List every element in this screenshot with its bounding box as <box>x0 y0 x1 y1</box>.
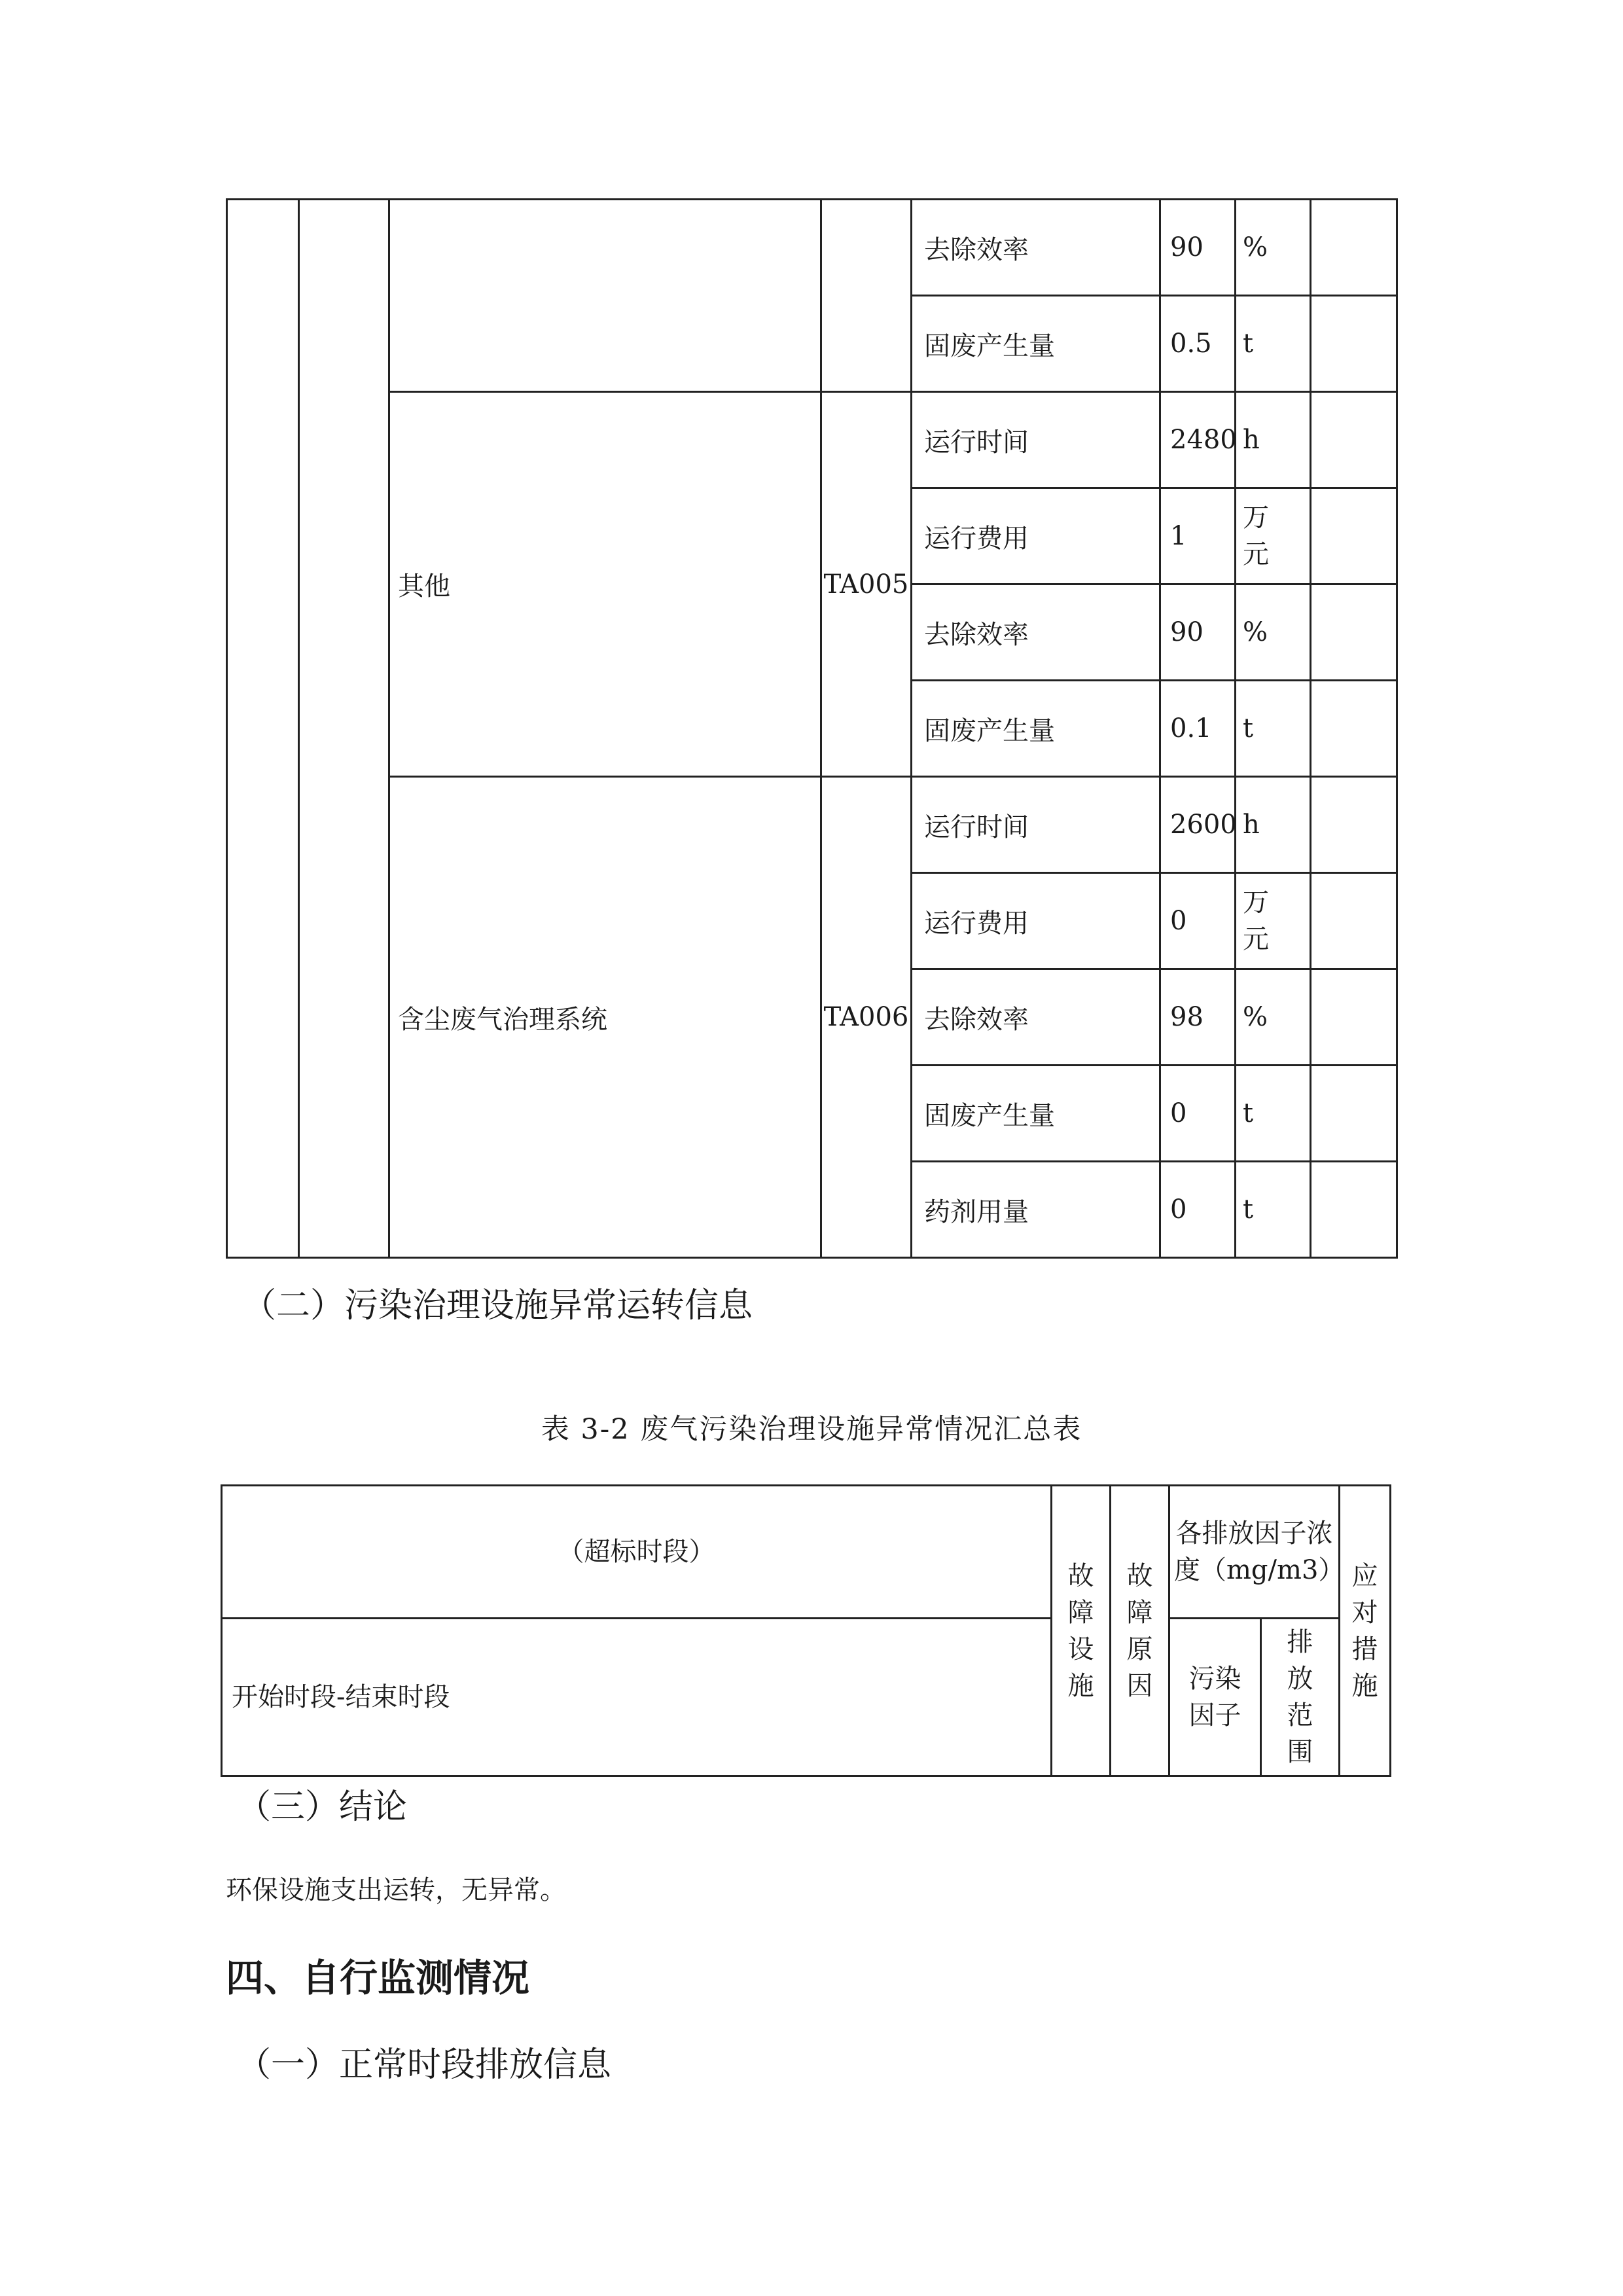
param-cell: 运行费用 <box>912 873 1160 969</box>
unit-cell: t <box>1236 296 1311 392</box>
table-row <box>222 1486 1391 1619</box>
blank-cell <box>1311 1066 1397 1162</box>
unit-cell: h <box>1236 392 1311 488</box>
value-cell: 0.5 <box>1160 296 1236 392</box>
main-heading-monitoring: 四、自行监测情况 <box>226 1956 530 2000</box>
blank-cell <box>1311 584 1397 681</box>
table-caption: 表 3-2 废气污染治理设施异常情况汇总表 <box>541 1413 1082 1446</box>
period-subheader: 开始时段-结束时段 <box>222 1619 1052 1776</box>
param-cell: 药剂用量 <box>912 1162 1160 1258</box>
blank-cell <box>1311 1162 1397 1258</box>
device-name-cell: 含尘废气治理系统 <box>389 777 821 1258</box>
blank-cell <box>1311 873 1397 969</box>
value-cell: 0.1 <box>1160 681 1236 777</box>
value-cell: 1 <box>1160 488 1236 584</box>
section-heading-abnormal: （二）污染治理设施异常运转信息 <box>242 1286 753 1325</box>
section-heading-normal: （一）正常时段排放信息 <box>237 2045 612 2085</box>
device-code-cell: TA005 <box>821 392 912 777</box>
blank-cell <box>299 200 389 1258</box>
unit-cell: t <box>1236 1162 1311 1258</box>
value-cell: 98 <box>1160 969 1236 1066</box>
param-cell: 运行时间 <box>912 777 1160 873</box>
abnormal-summary-table <box>221 1484 1391 1777</box>
unit-cell: % <box>1236 200 1311 296</box>
blank-cell <box>227 200 299 1258</box>
fault-facility-header: 故障设施 <box>1052 1486 1111 1776</box>
blank-cell <box>1311 681 1397 777</box>
value-cell: 0 <box>1160 1162 1236 1258</box>
blank-cell <box>1311 296 1397 392</box>
param-cell: 固废产生量 <box>912 681 1160 777</box>
blank-cell <box>1311 392 1397 488</box>
facility-operation-table <box>226 198 1398 1259</box>
table-row <box>227 200 1397 296</box>
range-header: 排放范围 <box>1261 1619 1340 1776</box>
device-name-cell: 其他 <box>389 392 821 777</box>
pollutant-header: 污染因子 <box>1169 1619 1261 1776</box>
param-cell: 去除效率 <box>912 200 1160 296</box>
measures-header: 应对措施 <box>1340 1486 1391 1776</box>
value-cell: 0 <box>1160 873 1236 969</box>
blank-cell <box>1311 200 1397 296</box>
unit-cell: 万元 <box>1236 488 1311 584</box>
unit-cell: h <box>1236 777 1311 873</box>
fault-reason-header: 故障原因 <box>1111 1486 1169 1776</box>
param-cell: 固废产生量 <box>912 296 1160 392</box>
unit-cell: t <box>1236 1066 1311 1162</box>
value-cell: 90 <box>1160 584 1236 681</box>
blank-cell <box>1311 969 1397 1066</box>
unit-cell: 万元 <box>1236 873 1311 969</box>
blank-cell <box>389 200 821 392</box>
table-row <box>222 1619 1391 1776</box>
value-cell: 90 <box>1160 200 1236 296</box>
conclusion-text: 环保设施支出运转，无异常。 <box>226 1875 566 1905</box>
unit-cell: % <box>1236 969 1311 1066</box>
blank-cell <box>1311 488 1397 584</box>
table-row <box>227 392 1397 488</box>
value-cell: 2480 <box>1160 392 1236 488</box>
param-cell: 固废产生量 <box>912 1066 1160 1162</box>
value-cell: 0 <box>1160 1066 1236 1162</box>
period-header: （超标时段） <box>222 1486 1052 1619</box>
param-cell: 去除效率 <box>912 584 1160 681</box>
blank-cell <box>1311 777 1397 873</box>
param-cell: 去除效率 <box>912 969 1160 1066</box>
unit-cell: % <box>1236 584 1311 681</box>
table-row <box>227 777 1397 873</box>
section-heading-conclusion: （三）结论 <box>237 1787 408 1827</box>
param-cell: 运行时间 <box>912 392 1160 488</box>
device-code-cell: TA006 <box>821 777 912 1258</box>
blank-cell <box>821 200 912 392</box>
unit-cell: t <box>1236 681 1311 777</box>
value-cell: 2600 <box>1160 777 1236 873</box>
param-cell: 运行费用 <box>912 488 1160 584</box>
concentration-header: 各排放因子浓度（mg/m3） <box>1169 1486 1340 1619</box>
